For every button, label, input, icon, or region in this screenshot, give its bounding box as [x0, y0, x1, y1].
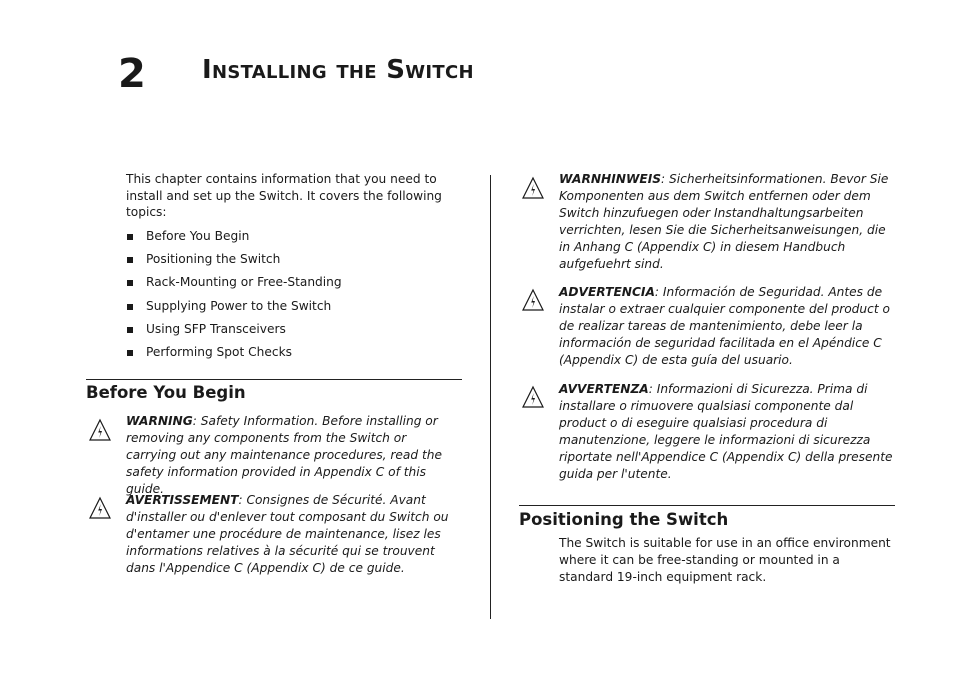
topic-label: Supplying Power to the Switch [146, 298, 332, 313]
electrical-hazard-warning-icon [521, 176, 545, 200]
chapter-number: 2 [118, 51, 146, 97]
warning-text: : Consignes de Sécurité. Avant d'installer ou d'enlever tout composant du Switch ou d'entamer une procédure de maintenance, lisez les informations relatives à la sécurité qui se trouvent dans l'Appendice C (Appendix C) de ce guide. [126, 493, 449, 575]
bullet-square-icon [127, 327, 133, 333]
section-divider [86, 379, 462, 380]
section-divider [519, 505, 895, 506]
warning-label: ADVERTENCIA [559, 285, 655, 299]
warning-notice-es [559, 284, 894, 369]
topic-label: Using SFP Transceivers [146, 321, 286, 336]
topic-label: Rack-Mounting or Free-Standing [146, 275, 342, 290]
electrical-hazard-warning-icon [521, 288, 545, 312]
warning-notice-en [126, 413, 458, 498]
warning-notice-fr [126, 492, 458, 577]
electrical-hazard-warning-icon [88, 496, 112, 520]
topic-list [126, 228, 456, 367]
electrical-hazard-warning-icon [521, 385, 545, 409]
warning-label: AVERTISSEMENT [126, 493, 239, 507]
bullet-square-icon [127, 280, 133, 286]
warning-label: WARNING [126, 414, 193, 428]
section-heading-before-you-begin: Before You Begin [86, 383, 246, 402]
warning-notice-de [559, 171, 894, 272]
warning-text: : Informazioni di Sicurezza. Prima di installare o rimuovere qualsiasi componente dal product o di eseguire qualsiasi procedura di manutenzione, leggere le informazioni di sicurezza riportate nell'Appendice C (Appendix C) della presente guida per l'utente. [559, 382, 893, 481]
electrical-hazard-warning-icon [88, 418, 112, 442]
list-item [126, 321, 456, 344]
topic-label: Positioning the Switch [146, 252, 281, 267]
warning-text: : Información de Seguridad. Antes de instalar o extraer cualquier componente del product o de realizar tareas de mantenimiento, debe leer la información de seguridad facilitada en el Apéndice C (Appendix C) de esta guía del usuario. [559, 285, 890, 367]
section-heading-positioning: Positioning the Switch [519, 510, 729, 529]
positioning-paragraph: The Switch is suitable for use in an office environment where it can be free-standing or mounted in a standard 19-inch equipment rack. [559, 536, 891, 584]
chapter-title: Installing the Switch [202, 55, 474, 85]
list-item [126, 344, 456, 367]
bullet-square-icon [127, 257, 133, 263]
warning-label: WARNHINWEIS [559, 172, 662, 186]
list-item [126, 298, 456, 321]
topic-label: Performing Spot Checks [146, 344, 292, 359]
warning-text: : Safety Information. Before installing or removing any components from the Switch or carrying out any maintenance procedures, read the safety information provided in Appendix C of this guide. [126, 414, 443, 496]
intro-paragraph: This chapter contains information that you need to install and set up the Switch. It covers the following topics: [126, 172, 442, 219]
warning-label: AVVERTENZA [559, 382, 649, 396]
column-divider [490, 175, 491, 619]
bullet-square-icon [127, 234, 133, 240]
list-item [126, 274, 456, 297]
topic-label: Before You Begin [146, 229, 250, 243]
bullet-square-icon [127, 350, 133, 356]
warning-notice-it [559, 381, 894, 482]
list-item [126, 251, 456, 274]
bullet-square-icon [127, 304, 133, 310]
list-item [126, 228, 456, 251]
warning-text: : Sicherheitsinformationen. Bevor Sie Komponenten aus dem Switch entfernen oder dem Switch hinzufuegen oder Instandhaltungsarbeiten verrichten, lesen Sie die Sicherheitsanweisungen, die in Anhang C (Appendix C) in diesem Handbuch aufgefuehrt sind. [559, 172, 889, 271]
